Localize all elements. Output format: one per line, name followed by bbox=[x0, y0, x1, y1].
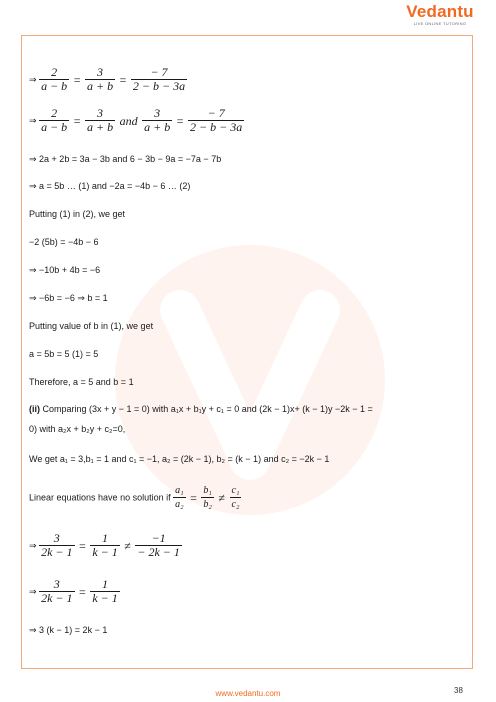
step-text: Therefore, a = 5 and b = 1 bbox=[29, 377, 134, 387]
step-text: a = 5b = 5 (1) = 5 bbox=[29, 349, 99, 359]
fraction: $\frac{1}{k - 1}$ bbox=[92, 577, 118, 605]
fraction: $\frac{1}{k - 1}$ bbox=[92, 531, 118, 559]
step-text: ⇒ 2a + 2b = 3a − 3b and 6 − 3b − 9a = −7a − 7b bbox=[29, 154, 222, 164]
step-text: ⇒ a = 5b … (1) and −2a = −4b − 6 … (2) bbox=[29, 181, 191, 191]
equation-1: ⇒ $\frac{2}{a - b}$ = $\frac{3}{a + b}$ = $\frac{- 7}{2 - b - 3a}$ bbox=[29, 65, 186, 93]
step-text: 0) with a₂x + b₂y + c₂=0, bbox=[29, 424, 126, 434]
step-text: ⇒ 3 (k − 1) = 2k − 1 bbox=[29, 625, 108, 635]
fraction: $\frac{3}{2k - 1}$ bbox=[41, 531, 73, 559]
part-ii-statement: (ii) Comparing (3x + y − 1 = 0) with a₁x + b₁y + c₁ = 0 and (2k − 1)x+ (k − 1)y −2k − 1 = bbox=[29, 404, 373, 414]
fraction: $\frac{\text{a₁}}{\text{a₂}}$ bbox=[175, 485, 184, 510]
fraction: $\frac{3}{2k - 1}$ bbox=[41, 577, 73, 605]
step-text: ⇒ −6b = −6 ⇒ b = 1 bbox=[29, 293, 108, 303]
fraction: $\frac{\text{c₁}}{\text{c₂}}$ bbox=[231, 485, 240, 510]
equation-4: ⇒ $\frac{3}{2k - 1}$ = $\frac{1}{k - 1}$ bbox=[29, 577, 118, 605]
step-text: Putting value of b in (1), we get bbox=[29, 321, 154, 331]
fraction: $\frac{2}{a - b}$ bbox=[41, 106, 68, 134]
fraction: $\frac{3}{a + b}$ bbox=[86, 106, 114, 134]
fraction: $\frac{3}{a + b}$ bbox=[86, 65, 114, 93]
fraction: $\frac{2}{a - b}$ bbox=[41, 65, 68, 93]
vedantu-watermark-icon bbox=[100, 240, 400, 520]
step-text: ⇒ −10b + 4b = −6 bbox=[29, 265, 101, 275]
part-label: (ii) bbox=[29, 404, 40, 414]
fraction: $\frac{-1}{- 2k - 1}$ bbox=[137, 531, 180, 559]
logo-tagline: LIVE ONLINE TUTORING bbox=[413, 21, 467, 26]
footer-url: www.vedantu.com bbox=[215, 689, 281, 698]
fraction: $\frac{3}{a + b}$ bbox=[144, 106, 171, 134]
step-text: Putting (1) in (2), we get bbox=[29, 209, 126, 219]
fraction: $\frac{- 7}{2 - b - 3a}$ bbox=[190, 106, 243, 134]
page-number: 38 bbox=[454, 686, 463, 695]
logo-brand: Vedantu bbox=[406, 2, 474, 21]
fraction: $\frac{- 7}{2 - b - 3a}$ bbox=[132, 65, 186, 93]
vedantu-logo bbox=[398, 2, 482, 26]
fraction: $\frac{\text{b₁}}{\text{b₂}}$ bbox=[203, 485, 212, 510]
equation-2: ⇒ $\frac{2}{a - b}$ = $\frac{3}{a + b}$ and $\frac{3}{a + b}$ = $\frac{- 7}{2 - b - 3a}$ bbox=[29, 106, 243, 134]
no-solution-condition: Linear equations have no solution if $\frac{\text{a₁}}{\text{a₂}}$ = $\frac{\text{b₁}}{\text{b₂}}$ ≠ $\frac{\text{c₁}}{\text{c₂}}$ bbox=[29, 485, 240, 510]
step-text: −2 (5b) = −4b − 6 bbox=[29, 237, 99, 247]
step-text: We get a₁ = 3,b₁ = 1 and c₁ = −1, a₂ = (2k − 1), b₂ = (k − 1) and c₂ = −2k − 1 bbox=[29, 454, 330, 464]
equation-3: ⇒ $\frac{3}{2k - 1}$ = $\frac{1}{k - 1}$ ≠ $\frac{-1}{- 2k - 1}$ bbox=[29, 531, 180, 559]
